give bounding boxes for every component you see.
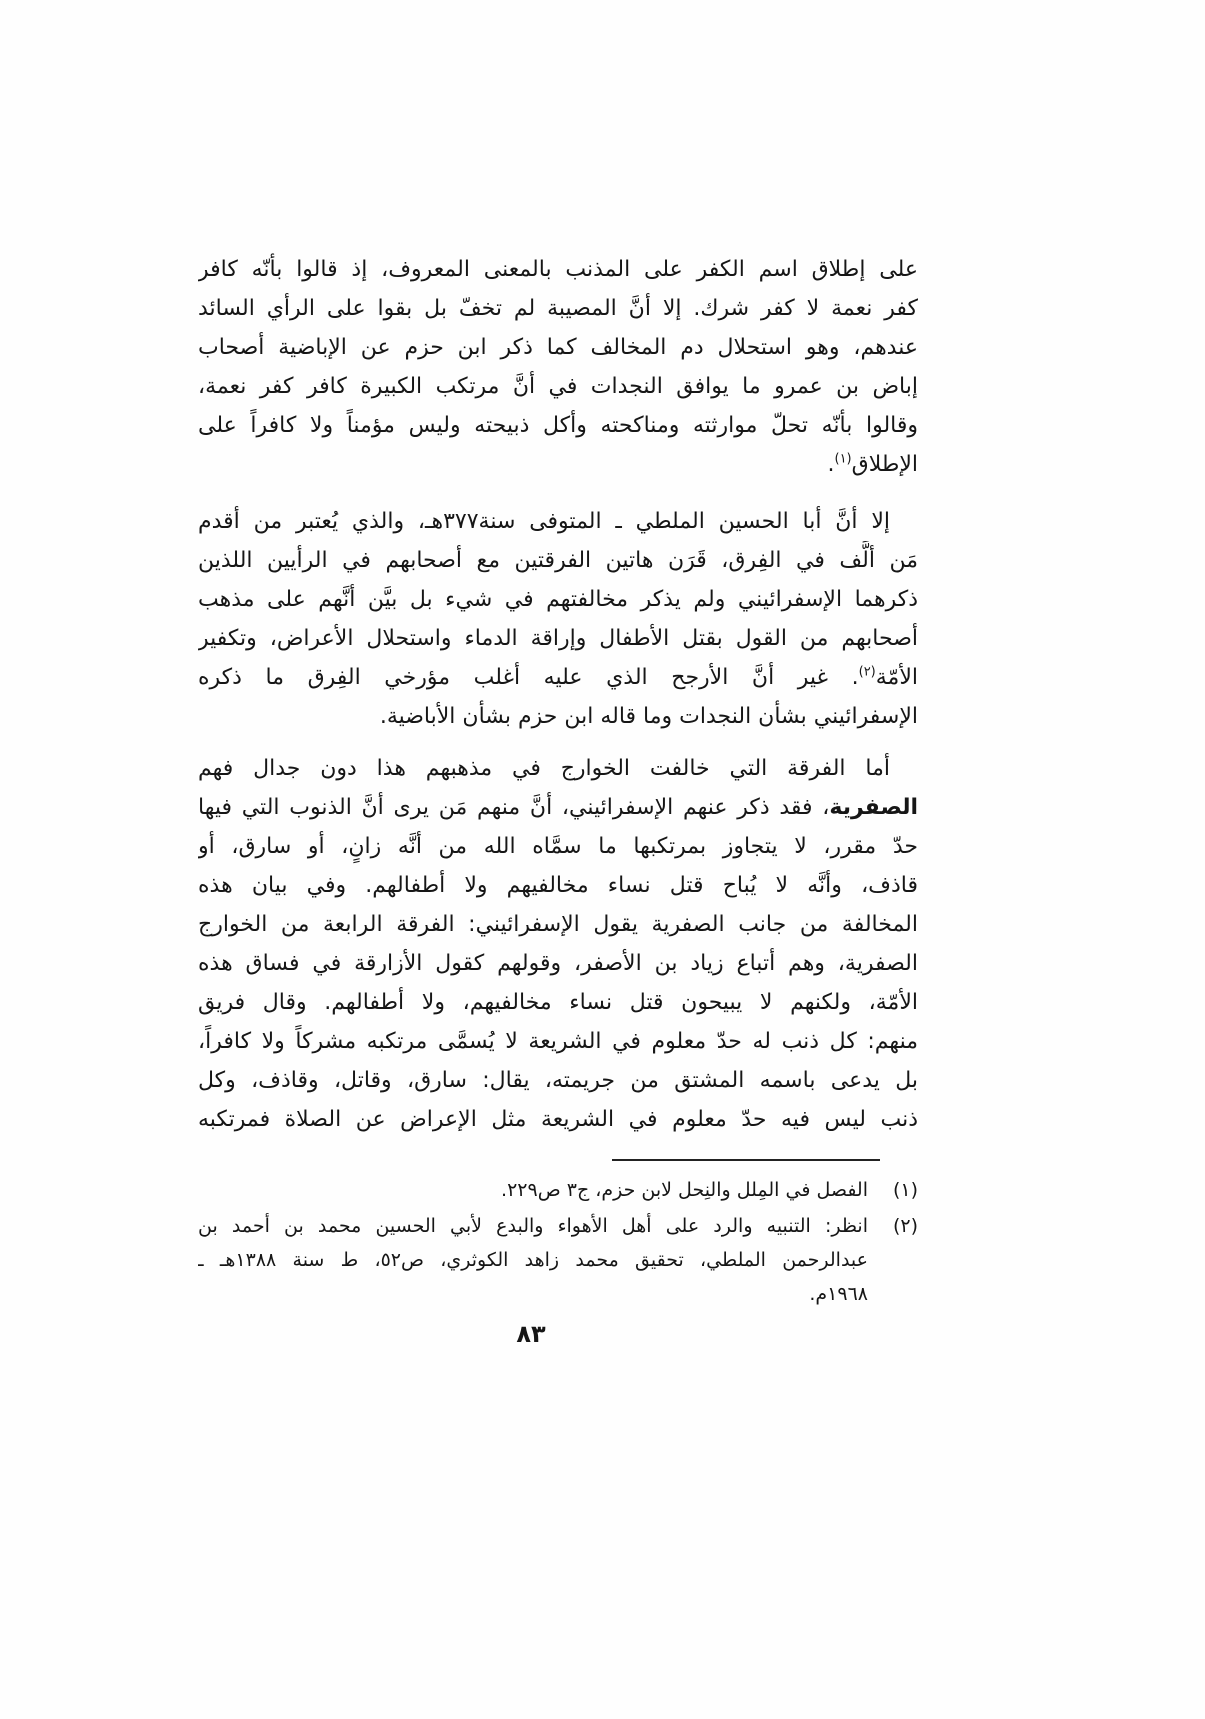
footnote-line: انظر: التنبيه والرد على أهل الأهواء والبدع لأبي الحسين محمد بن أحمد بن [198,1215,868,1237]
body-text: . [827,452,835,477]
body-line: إلا أنَّ أبا الحسين الملطي ـ المتوفى سنة٣٧٧هـ، والذي يُعتبر من أقدم [198,509,890,534]
body-line: ذكرهما الإسفرائيني ولم يذكر مخالفتهم في شيء بل بيَّن أنَّهم على مذهب [198,587,918,612]
body-line: وقالوا بأنّه تحلّ موارثته ومناكحته وأكل ذبيحته وليس مؤمناً ولا كافراً على [198,413,918,438]
footnote-1 [198,1173,918,1207]
footnote-separator [612,1159,880,1161]
body-line: إباض بن عمرو ما يوافق النجدات في أنَّ مرتكب الكبيرة كافر كفر نعمة، [198,374,918,399]
body-line: مَن ألَّف في الفِرق، قَرَن هاتين الفرقتين مع أصحابهم في الرأيين اللذين [198,548,918,573]
body-line: الإسفرائيني بشأن النجدات وما قاله ابن حزم بشأن الأباضية. [379,704,918,729]
body-line [198,658,918,697]
bold-term: الصفرية [829,795,918,820]
page-number: ٨٣ [516,1320,546,1348]
body-line: ذنب ليس فيه حدّ معلوم في الشريعة مثل الإعراض عن الصلاة فمرتكبه [198,1107,918,1132]
body-line: على إطلاق اسم الكفر على المذنب بالمعنى المعروف، إذ قالوا بأنّه كافر [198,257,918,282]
footnote-reference: (٢) [858,664,876,680]
footnote-line: الفصل في المِلل والنِحل لابن حزم، ج٣ ص٢٢٩. [501,1179,868,1201]
body-text: الأمّة [875,665,918,690]
footnote-line: عبدالرحمن الملطي، تحقيق محمد زاهد الكوثري، ص٥٢، ط سنة ١٣٨٨هـ ـ [198,1249,868,1271]
footnote-line: ١٩٦٨م. [809,1283,868,1305]
body-line: أصحابهم من القول بقتل الأطفال وإراقة الدماء واستحلال الأعراض، وتكفير [198,626,918,651]
footnote-reference: (١) [834,451,852,467]
body-line: المخالفة من جانب الصفرية يقول الإسفرائيني: الفرقة الرابعة من الخوارج [198,912,918,937]
paragraph-1 [198,250,918,484]
body-line: أما الفرقة التي خالفت الخوارج في مذهبهم هذا دون جدال فهم [198,756,890,781]
body-line: بل يدعى باسمه المشتق من جريمته، يقال: سارق، وقاتل، وقاذف، وكل [198,1068,918,1093]
body-line: عندهم، وهو استحلال دم المخالف كما ذكر ابن حزم عن الإباضية أصحاب [198,335,918,360]
footnote-number: (١) [892,1179,918,1201]
body-line [198,445,918,484]
body-line: كفر نعمة لا كفر شرك. إلا أنَّ المصيبة لم تخفّ بل بقوا على الرأي السائد [198,296,918,321]
body-line: الصفرية، وهم أتباع زياد بن الأصفر، وقولهم كقول الأزارقة في فساق هذه [198,951,918,976]
footnote-text [198,1173,868,1207]
body-line: حدّ مقرر، لا يتجاوز بمرتكبها ما سمَّاه الله من أنَّه زانٍ، أو سارق، أو [198,834,918,859]
paragraph-2 [198,502,918,736]
footnote-2 [198,1209,918,1311]
body-line: منهم: كل ذنب له حدّ معلوم في الشريعة لا يُسمَّى مرتكبه مشركاً ولا كافراً، [198,1029,918,1054]
body-line: قاذف، وأنَّه لا يُباح قتل نساء مخالفيهم ولا أطفالهم. وفي بيان هذه [198,873,918,898]
body-line: الأمّة، ولكنهم لا يبيحون قتل نساء مخالفيهم، ولا أطفالهم. وقال فريق [198,990,918,1015]
body-text: الإطلاق [851,452,918,477]
footnote-text [198,1209,868,1311]
body-text: ، فقد ذكر عنهم الإسفرائيني، أنَّ منهم مَن يرى أنَّ الذنوب التي فيها [198,795,830,820]
body-text: . غير أنَّ الأرجح الذي عليه أغلب مؤرخي الفِرق ما ذكره [198,665,859,690]
body-line [198,788,918,827]
paragraph-3 [198,749,918,1139]
footnote-number: (٢) [892,1215,918,1237]
